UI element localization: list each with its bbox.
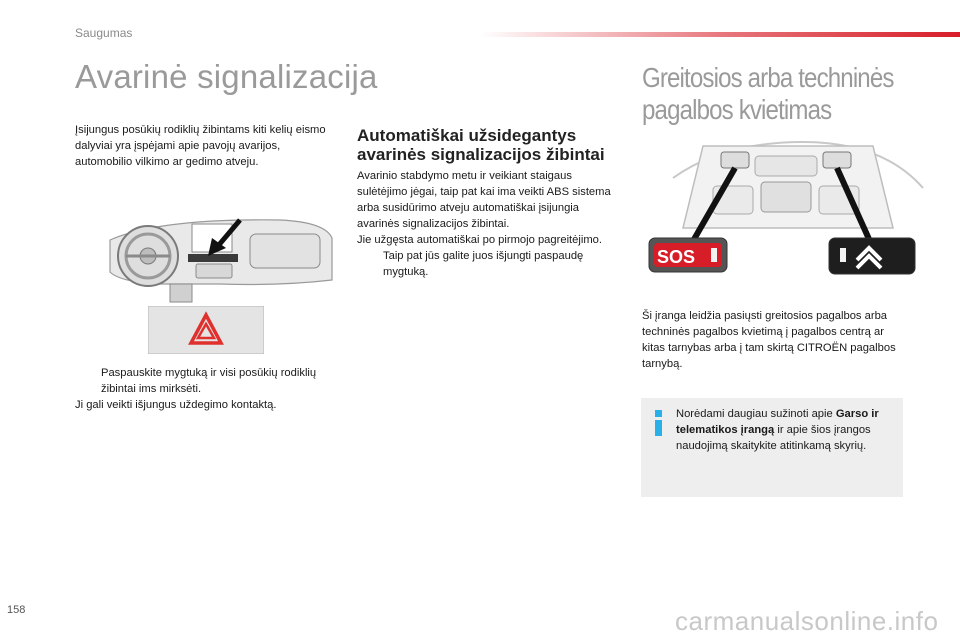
auto-hazard-heading: Automatiškai užsidegantys avarinės signalizacijos žibintai [357, 126, 605, 164]
emergency-call-text: Ši įranga leidžia pasiųsti greitosios pagalbos arba techninės pagalbos kvietimą į pagalbos centrą ar kitas tarnybas arba į tam skirtą CITROËN pagalbos tarnybą. [642, 310, 896, 370]
info-link-text: Garso ir telematikos įrangą [676, 408, 879, 436]
info-box [641, 398, 903, 497]
hazard-instructions [75, 365, 345, 413]
page-number: 158 [7, 604, 26, 616]
section-label: Saugumas [75, 26, 133, 40]
hazard-intro-text: Įsijungus posūkių rodiklių žibintams kiti kelių eismo dalyviai yra įspėjami apie pavojų avarijos, automobilio vilkimo ar gedimo atveju. [75, 124, 326, 168]
paragraph: Jie užgęsta automatiškai po pirmojo pagreitėjimo. [357, 234, 603, 246]
dashboard-illustration [100, 210, 340, 305]
ignition-note: Ji gali veikti išjungus uždegimo kontaktą. [75, 399, 277, 411]
info-text: Norėdami daugiau sužinoti apie Garso ir telematikos įrangą ir apie šios įrangos naudojimą skaitykite atitinkamą skyrių. [676, 408, 879, 452]
list-item [357, 248, 619, 280]
watermark: carmanualsonline.info [675, 606, 939, 636]
header-accent-bar [480, 32, 960, 37]
list-item-text: Paspauskite mygtuką ir visi posūkių rodiklių žibintai ims mirksėti. [101, 367, 317, 395]
page-title: Avarinė signalizacija [75, 58, 378, 95]
sos-button-label: SOS [657, 247, 696, 267]
hazard-button-icon [148, 306, 264, 354]
emergency-call-title: Greitosios arba techninės pagalbos kvietimas [642, 62, 894, 125]
paragraph: Avarinio stabdymo metu ir veikiant staigaus sulėtėjimo jėgai, taip pat kai ima veikti ABS sistema arba susidūrimo atveju automatiškai įsijungia avarinės signalizacijos žibintai. [357, 170, 611, 230]
list-item [75, 365, 345, 397]
info-icon [653, 410, 663, 436]
ceiling-console-illustration [643, 138, 933, 300]
list-item-text: Taip pat jūs galite juos išjungti paspaudę mygtuką. [383, 250, 584, 278]
auto-hazard-text [357, 168, 619, 280]
